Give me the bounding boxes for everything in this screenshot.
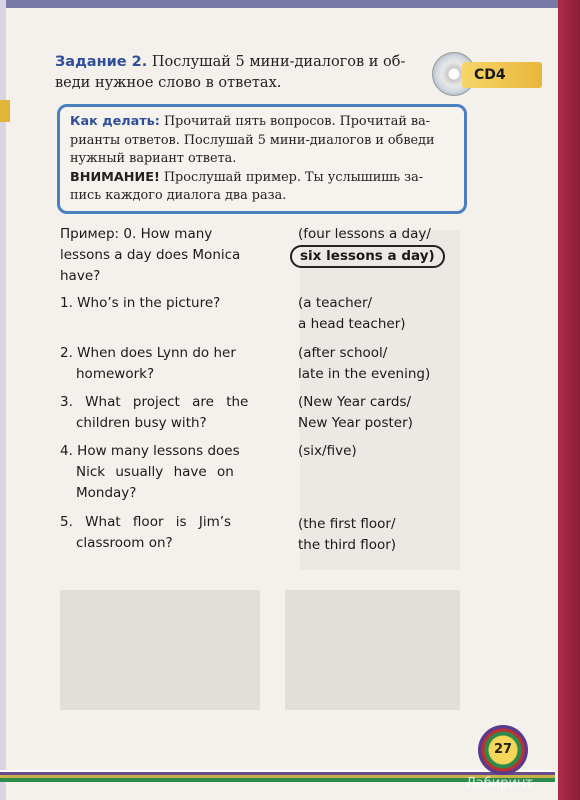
answers-4	[298, 441, 468, 462]
page-number: 27	[493, 742, 513, 757]
page-top-edge	[0, 0, 580, 8]
answers-3	[298, 392, 468, 434]
answers-1	[298, 293, 468, 335]
instruction-box	[57, 104, 467, 214]
question-1	[60, 293, 285, 314]
answer-option[interactable]: a head teacher)	[298, 316, 406, 332]
question-2	[60, 343, 285, 385]
question-line: 5. What floor is Jim’s	[60, 514, 232, 530]
warning-line1: Прослушай пример. Ты услышишь за-	[163, 169, 424, 185]
answer-option[interactable]: (after school/	[298, 345, 388, 361]
answer-option[interactable]: (a teacher/	[298, 295, 373, 311]
answer-option[interactable]: (the first floor/	[298, 516, 396, 532]
question-line: lessons a day does Monica	[60, 247, 241, 263]
watermark: Лабиринт	[466, 776, 533, 791]
answer-option[interactable]: (New Year cards/	[298, 394, 412, 410]
answer-option[interactable]: late in the evening)	[298, 366, 431, 382]
task-text-line1: Послушай 5 мини-диалогов и об-	[151, 54, 406, 70]
how-line3: нужный вариант ответа.	[70, 151, 237, 166]
answer-option[interactable]: New Year poster)	[298, 415, 413, 431]
answers-example	[298, 224, 468, 268]
question-4	[60, 441, 270, 504]
question-line: 3. What project are the	[60, 394, 249, 410]
how-line2: рианты ответов. Послушай 5 мини-диалогов и обведи	[70, 132, 435, 148]
task-number: Задание 2.	[55, 54, 148, 70]
question-line: Monday?	[76, 485, 137, 501]
question-line: 2. When does Lynn do her	[60, 345, 236, 361]
answer-option[interactable]: the third floor)	[298, 537, 397, 553]
answers-5	[298, 514, 468, 556]
how-line1: Прочитай пять вопросов. Прочитай ва-	[163, 114, 431, 129]
question-line: homework?	[76, 366, 155, 382]
answer-option-circled[interactable]: six lessons a day)	[290, 245, 445, 268]
question-line: 1. Who’s in the picture?	[60, 295, 221, 311]
question-line: have?	[60, 268, 101, 284]
question-line: Nick usually have on	[76, 464, 234, 480]
page-right-edge	[558, 0, 580, 800]
side-tab-marker	[0, 100, 10, 122]
answer-option[interactable]: (four lessons a day/	[298, 226, 431, 242]
question-line: children busy with?	[76, 415, 207, 431]
question-example	[60, 224, 270, 287]
answer-option[interactable]: (six/five)	[298, 443, 357, 459]
question-line: classroom on?	[76, 535, 173, 551]
warning-line2: пись каждого диалога два раза.	[70, 188, 287, 203]
how-label: Как делать:	[70, 114, 160, 129]
task-text-line2: веди нужное слово в ответах.	[55, 75, 282, 91]
question-5	[60, 512, 270, 554]
question-line: Пример: 0. How many	[60, 226, 213, 242]
cd-label: CD4	[462, 62, 542, 88]
faded-photo-right	[285, 590, 460, 710]
question-line: 4. How many lessons does	[60, 443, 240, 459]
warning-label: ВНИМАНИЕ!	[70, 169, 160, 185]
faded-photo-left	[60, 590, 260, 710]
answers-2	[298, 343, 468, 385]
question-3	[60, 392, 270, 434]
task-header	[55, 52, 435, 94]
